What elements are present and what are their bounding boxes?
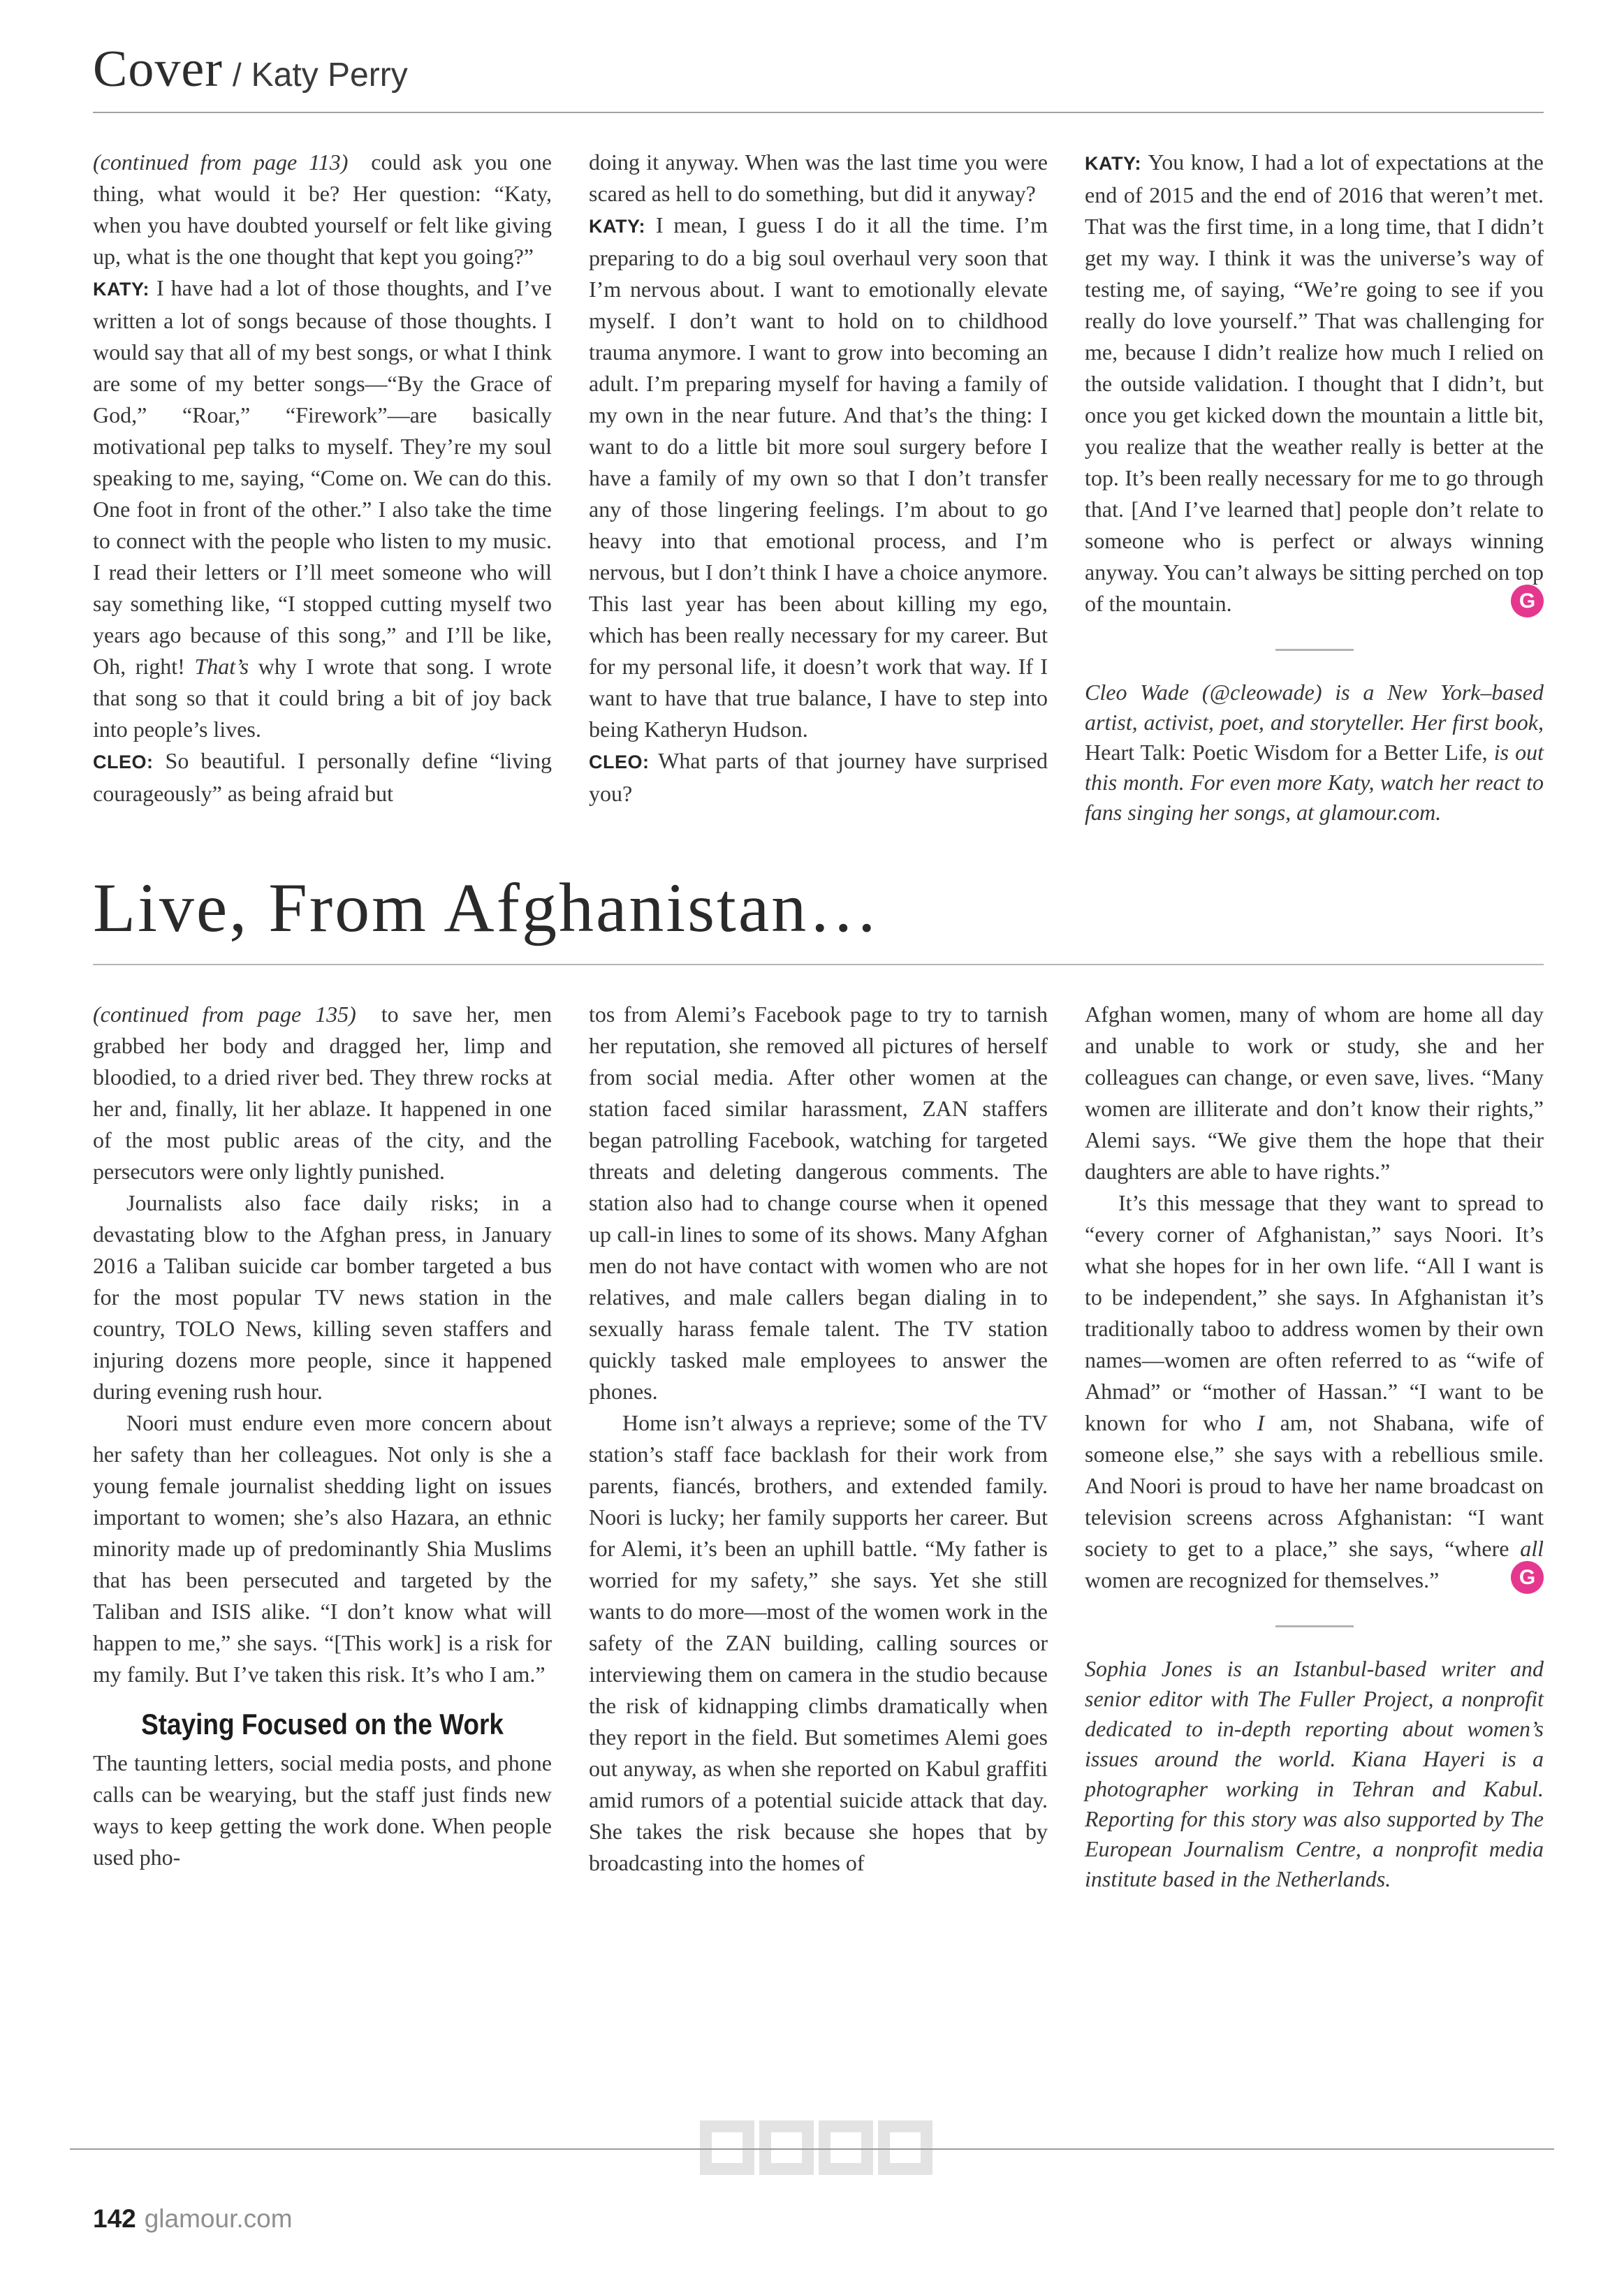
speaker-label: KATY: xyxy=(589,216,656,237)
text-run: I have had a lot of those thoughts, and I’ve written a lot of songs because of those thoughts. I would say that all of my best songs, or what I think are some of my better songs—“By the Grace of God,” “Roar,” “Firework”—are basically motivational pep talks to myself. They’re my soul speaking to me, saying, “Come on. We can do this. One foot in front of the other.” I also take the time to connect with the people who listen to my music. I read their letters or I’ll meet someone who will say something like, “I stopped cutting myself two years ago because of this song,” and I’ll be like, Oh, right! xyxy=(93,275,553,679)
article-column-3 xyxy=(1085,999,1544,1894)
text-run: why I wrote that song. I wrote that song so that it could bring a bit of joy back into people’s lives. xyxy=(93,654,553,742)
text-run: is out this month. For even more Katy, watch her react to fans singing her songs, at glamour.com. xyxy=(1085,740,1544,825)
text-run: You know, I had a lot of expectations at the end of 2015 and the end of 2016 that weren’t met. That was the first time, in a long time, that I didn’t get my way. I think it was the universe’s way of testing me, of saying, “We’re going to see if you really do love yourself.” That was challenging for me, because I didn’t realize how much I relied on the outside validation. I thought that I didn’t, but once you get kicked down the mountain a little bit, you realize that the weather really is better at the top. It’s been really necessary for me to go through that. [And I’ve learned that] people don’t relate to someone who is perfect or always winning anyway. You can’t always be sitting perched on top of the mountain. xyxy=(1085,149,1544,616)
paragraph xyxy=(589,745,1048,809)
text-run: What parts of that journey have surprised you? xyxy=(589,748,1048,806)
speaker-label: CLEO: xyxy=(93,752,166,772)
watermark-square-icon xyxy=(819,2120,873,2175)
section-masthead xyxy=(93,0,1544,113)
text-run: It’s this message that they want to spread to “every corner of Afghanistan,” says Noori. It’s what she hopes for in her own life. “All I want is to be independent,” she says. In Afghanistan it’s traditionally taboo to address women by their own names—women are often referred to as “wife of Ahmad” or “mother of Hassan.” “I want to be known for who xyxy=(1085,1190,1544,1435)
paragraph xyxy=(93,1187,552,1407)
text-run: Sophia Jones is an Istanbul-based writer and senior editor with The Fuller Project, a nonprofit dedicated to in-depth reporting about women’s issues around the world. Kiana Hayeri is a photographer working in Tehran and Kabul. Reporting for this story was also supported by The European Journalism Centre, a nonprofit media institute based in the Netherlands. xyxy=(1085,1656,1544,1891)
speaker-label: CLEO: xyxy=(589,752,659,772)
text-run: Journalists also face daily risks; in a devastating blow to the Afghan press, in January 2016 a Taliban suicide car bomber targeted a bus for the most popular TV news station in the country, TOLO News, killing seven staffers and injuring dozens more people, since it happened during evening rush hour. xyxy=(93,1190,552,1404)
paragraph xyxy=(93,1747,552,1873)
text-run: all xyxy=(1520,1536,1544,1561)
text-run: That’s xyxy=(194,654,249,679)
paragraph xyxy=(589,999,1048,1407)
page-footer xyxy=(93,2204,293,2234)
speaker-label: KATY: xyxy=(93,279,157,300)
masthead-slash: / xyxy=(232,57,242,93)
watermark-square-icon xyxy=(878,2120,932,2175)
watermark-squares xyxy=(700,2120,932,2175)
text-run: doing it anyway. When was the last time you were scared as hell to do something, but did it anyway? xyxy=(589,149,1048,206)
article-subject: Katy Perry xyxy=(251,57,408,94)
text-run: The taunting letters, social media posts, and phone calls can be wearying, but the staff just finds new ways to keep getting the work done. When people used pho- xyxy=(93,1750,552,1870)
footer-rule xyxy=(70,2148,1554,2150)
paragraph xyxy=(1085,147,1544,620)
article-column-2 xyxy=(589,147,1048,828)
paragraph xyxy=(93,999,552,1187)
afghanistan-article-columns xyxy=(93,999,1544,1894)
text-run: (continued from page 113) xyxy=(93,149,349,175)
watermark-square-icon xyxy=(759,2120,814,2175)
speaker-label: KATY: xyxy=(1085,153,1148,174)
paragraph xyxy=(93,745,552,809)
author-bio xyxy=(1085,677,1544,828)
text-run: Home isn’t always a reprieve; some of the TV station’s staff face backlash for their work from parents, fiancés, brothers, and extended family. Noori is lucky; her family supports her career. But for Alemi, it’s been an uphill battle. “My father is worried for my safety,” she says. Yet she still wants to do more—most of the women work in the safety of the ZAN building, calling sources or interviewing them on camera in the studio because the risk of kidnapping climbs dramatically when they report in the field. But sometimes Alemi goes out anyway, as when she reported on Kabul graffiti amid rumors of a potential suicide attack that day. She takes the risk because she hopes that by broadcasting into the homes of xyxy=(589,1410,1048,1875)
subheading: Staying Focused on the Work xyxy=(141,1708,504,1741)
katy-perry-article-columns xyxy=(93,147,1544,828)
paragraph xyxy=(93,147,552,272)
article-column-1 xyxy=(93,999,552,1894)
paragraph xyxy=(589,147,1048,210)
section-name: Cover xyxy=(93,41,223,98)
text-run: (continued from page 135) xyxy=(93,1002,356,1027)
text-run: So beautiful. I personally define “living courageously” as being afraid but xyxy=(93,748,552,806)
author-bio xyxy=(1085,1654,1544,1894)
text-run: Heart Talk: Poetic Wisdom for a Better Life, xyxy=(1085,740,1488,765)
text-run: I xyxy=(1257,1410,1265,1435)
afghanistan-headline: Live, From Afghanistan… xyxy=(93,871,1544,965)
site-url: glamour.com xyxy=(144,2204,293,2233)
article-column-2 xyxy=(589,999,1048,1894)
paragraph xyxy=(589,1407,1048,1879)
page-number: 142 xyxy=(93,2204,136,2233)
text-run: am, not Shabana, wife of someone else,” she says with a rebellious smile. And Noori is proud to have her name broadcast on television screens across Afghanistan: “I want society to get to a place,” she says, “where xyxy=(1085,1410,1544,1561)
text-run: Cleo Wade (@cleowade) is a New York–based artist, activist, poet, and storyteller. Her first book, xyxy=(1085,680,1544,735)
article-column-1 xyxy=(93,147,552,828)
text-run: Noori must endure even more concern about her safety than her colleagues. Not only is she a young female journalist shedding light on issues important to women; she’s also Hazara, an ethnic minority made up of predominantly Shia Muslims that has been persecuted and targeted by the Taliban and ISIS alike. “I don’t know what will happen to me,” she says. “[This work] is a risk for my family. But I’ve taken this risk. It’s who I am.” xyxy=(93,1410,552,1687)
paragraph xyxy=(1085,1187,1544,1596)
article-column-3 xyxy=(1085,147,1544,828)
paragraph xyxy=(589,210,1048,745)
watermark-square-icon xyxy=(700,2120,754,2175)
paragraph xyxy=(93,1407,552,1690)
text-run: I mean, I guess I do it all the time. I’m preparing to do a big soul overhaul very soon that I’m nervous about. I want to emotionally elevate myself. I don’t want to hold on to childhood trauma anymore. I want to grow into becoming an adult. I’m preparing myself for having a family of my own in the near future. And that’s the thing: I want to do a little bit more soul surgery before I have a family of my own so that I don’t transfer any of those lingering feelings. I’m about to go heavy into that emotional process, and I’m nervous, but I don’t think I have a choice anymore. This last year has been about killing my ego, which has been really necessary for my career. But for my personal life, it doesn’t work that way. If I want to have that true balance, I have to step into being Katheryn Hudson. xyxy=(589,212,1048,742)
paragraph xyxy=(93,272,552,745)
glamour-end-mark-icon: G xyxy=(1511,1561,1544,1594)
glamour-end-mark-icon: G xyxy=(1511,585,1544,617)
text-run: tos from Alemi’s Facebook page to try to tarnish her reputation, she removed all pictures of herself from social media. After other women at the station faced similar harassment, ZAN staffers began patrolling Facebook, watching for targeted threats and deleting dangerous comments. The station also had to change course when it opened up call-in lines to some of its shows. Many Afghan men do not have contact with women who are not relatives, and male callers began dialing in to sexually harass female talent. The TV station quickly tasked male employees to answer the phones. xyxy=(589,1002,1048,1404)
paragraph xyxy=(1085,999,1544,1187)
text-run: women are recognized for themselves.” xyxy=(1085,1567,1440,1592)
text-run: Afghan women, many of whom are home all day and unable to work or study, she and her colleagues can change, or even save, lives. “Many women are illiterate and don’t know their rights,” Alemi says. “We give them the hope that their daughters are able to have rights.” xyxy=(1085,1002,1544,1184)
text-run: could ask you one thing, what would it be? Her question: “Katy, when you have doubted yourself or felt like giving up, what is the one thought that kept you going?” xyxy=(93,149,552,269)
section-divider xyxy=(1275,649,1354,651)
section-divider xyxy=(1275,1625,1354,1627)
text-run: to save her, men grabbed her body and dragged her, limp and bloodied, to a dried river bed. They threw rocks at her and, finally, lit her ablaze. It happened in one of the most public areas of the city, and the persecutors were only lightly punished. xyxy=(93,1002,553,1184)
